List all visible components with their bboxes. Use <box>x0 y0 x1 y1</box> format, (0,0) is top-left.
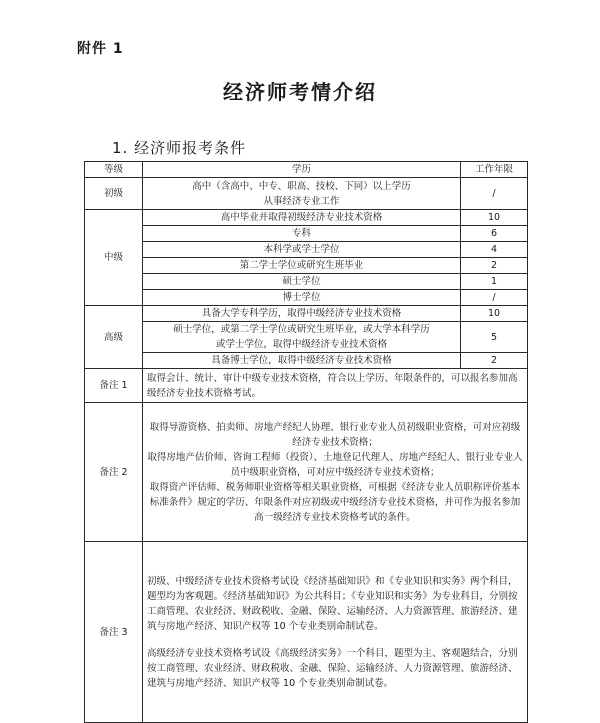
table-row <box>85 258 528 274</box>
table-row <box>85 178 528 210</box>
table-row <box>85 210 528 226</box>
education-cell: 高中毕业并取得初级经济专业技术资格 <box>143 210 461 226</box>
education-line: 高中（含高中、中专、职高、技校、下同）以上学历 <box>192 180 411 192</box>
table-row <box>85 353 528 369</box>
page-title: 经济师考情介绍 <box>223 80 377 104</box>
education-cell: 本科学或学士学位 <box>143 242 461 258</box>
education-cell: 第二学士学位或研究生班毕业 <box>143 258 461 274</box>
requirements-table <box>84 161 528 723</box>
header-years: 工作年限 <box>461 162 528 178</box>
years-cell: 4 <box>461 242 528 258</box>
note-paragraph: 高级经济专业技术资格考试设《高级经济实务》一个科目，题型为主、客观题结合，分别按工商管理、农业经济、财政税收、金融、保险、运输经济、人力资源管理、旅游经济、建筑与房地产经济、知识产权等 10 个专业类别命制试卷。 <box>147 647 518 689</box>
note-text <box>143 369 528 403</box>
years-cell: / <box>461 178 528 210</box>
education-line: 或学士学位，取得中级经济专业技术资格 <box>215 339 387 350</box>
note-text <box>143 403 528 542</box>
years-cell: 1 <box>461 274 528 290</box>
education-line: 硕士学位，或第二学士学位或研究生班毕业，或大学本科学历 <box>173 324 430 335</box>
note-paragraph: 取得房地产估价师、咨询工程师（投资）、土地登记代理人、房地产经纪人、银行业专业人员中级职业资格，可对应中级经济专业技术资格； <box>147 451 523 478</box>
level-junior: 初级 <box>85 178 143 210</box>
table-row <box>85 226 528 242</box>
years-cell: 10 <box>461 306 528 322</box>
education-line: 从事经济专业工作 <box>263 195 340 207</box>
note-row <box>85 542 528 723</box>
years-cell: 5 <box>461 322 528 353</box>
table-row <box>85 290 528 306</box>
note-label: 备注 2 <box>85 403 143 542</box>
education-cell <box>143 322 461 353</box>
education-cell <box>143 178 461 210</box>
note-row <box>85 403 528 542</box>
note-paragraph: 取得资产评估师、税务师职业资格等相关职业资格，可根据《经济专业人员职称评价基本标准条件》规定的学历、年限条件对应初级或中级经济专业技术资格，并可作为报名参加高一级经济专业技术资格考试的条件。 <box>149 481 521 523</box>
education-cell: 博士学位 <box>143 290 461 306</box>
table-row <box>85 242 528 258</box>
note-label: 备注 3 <box>85 542 143 723</box>
level-senior: 高级 <box>85 306 143 369</box>
section-heading: 1. 经济师报考条件 <box>112 139 247 157</box>
note-paragraph: 初级、中级经济专业技术资格考试设《经济基础知识》和《专业知识和实务》两个科目，题型均为客观题。《经济基础知识》为公共科目；《专业知识和实务》为专业科目，分别按工商管理、农业经济、财政税收、金融、保险、运输经济、人力资源管理、旅游经济、建筑与房地产经济、知识产权等 10 个专业类别命制试卷。 <box>147 575 518 632</box>
education-cell: 硕士学位 <box>143 274 461 290</box>
table-row <box>85 274 528 290</box>
years-cell: 2 <box>461 353 528 369</box>
years-cell: / <box>461 290 528 306</box>
paragraph-gap <box>147 634 523 646</box>
note-paragraph: 取得导游资格、拍卖师、房地产经纪人协理、银行业专业人员初级职业资格，可对应初级经济专业技术资格； <box>149 421 521 448</box>
education-cell: 专科 <box>143 226 461 242</box>
header-level: 等级 <box>85 162 143 178</box>
education-cell: 具备博士学位，取得中级经济专业技术资格 <box>143 353 461 369</box>
attachment-label: 附件 1 <box>77 41 124 57</box>
education-cell: 具备大学专科学历，取得中级经济专业技术资格 <box>143 306 461 322</box>
note-label: 备注 1 <box>85 369 143 403</box>
years-cell: 2 <box>461 258 528 274</box>
note-text <box>143 542 528 723</box>
years-cell: 6 <box>461 226 528 242</box>
note-paragraph: 取得会计、统计、审计中级专业技术资格，符合以上学历、年限条件的，可以报名参加高级经济专业技术资格考试。 <box>147 372 518 399</box>
table-header-row <box>85 162 528 178</box>
note-row <box>85 369 528 403</box>
header-education: 学历 <box>143 162 461 178</box>
level-intermediate: 中级 <box>85 210 143 306</box>
years-cell: 10 <box>461 210 528 226</box>
table-row <box>85 322 528 353</box>
table-row <box>85 306 528 322</box>
